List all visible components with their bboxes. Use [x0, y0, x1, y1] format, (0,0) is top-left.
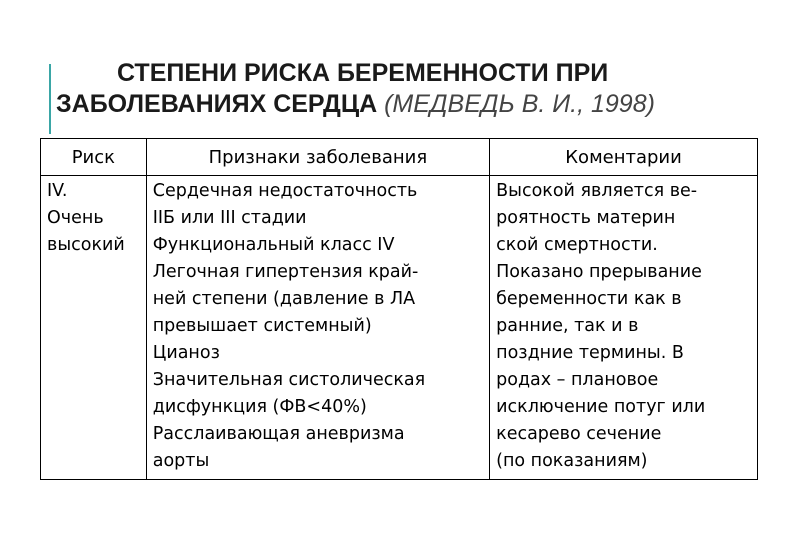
comment-line: Показано прерывание [496, 262, 702, 282]
signs-cell [146, 176, 489, 480]
header-risk: Риск [41, 139, 147, 176]
sign-line: Легочная гипертензия край- [152, 262, 419, 282]
comment-line: ской смертности. [496, 235, 658, 255]
sign-line: Расслаивающая аневризма [152, 424, 405, 444]
comment-line: кесарево сечение [496, 424, 662, 444]
risk-line: Очень [47, 208, 104, 228]
sign-line: Цианоз [152, 343, 220, 363]
comment-line: беременности как в [496, 289, 682, 309]
sign-line: аорты [152, 451, 210, 471]
sign-line: Функциональный класс IV [152, 235, 395, 255]
comment-line: роятность материн [496, 208, 676, 228]
comment-line: (по показаниям) [496, 451, 648, 471]
title-line-1: СТЕПЕНИ РИСКА БЕРЕМЕННОСТИ ПРИ [117, 59, 609, 87]
sign-line: ней степени (давление в ЛА [152, 289, 416, 309]
risk-table [40, 138, 758, 480]
comment-line: поздние термины. В [496, 343, 684, 363]
risk-line: высокий [47, 235, 125, 255]
table-row [41, 176, 758, 480]
table-header-row [41, 139, 758, 176]
sign-line: Сердечная недостаточность [152, 181, 418, 201]
comment-line: Высокой является ве- [496, 181, 698, 201]
risk-line: IV. [47, 181, 68, 201]
title-line-2 [56, 89, 776, 120]
comments-cell [490, 176, 758, 480]
sign-line: Значительная систолическая [152, 370, 426, 390]
risk-cell [41, 176, 147, 480]
sign-line: превышает системный) [152, 316, 372, 336]
header-comments: Коментарии [490, 139, 758, 176]
comment-line: родах – плановое [496, 370, 659, 390]
page-title [56, 58, 776, 120]
header-signs: Признаки заболевания [146, 139, 489, 176]
title-citation: (МЕДВЕДЬ В. И., 1998) [384, 90, 655, 118]
comment-line: ранние, так и в [496, 316, 639, 336]
comment-line: исключение потуг или [496, 397, 706, 417]
accent-line [49, 64, 51, 134]
sign-line: IIБ или III стадии [152, 208, 307, 228]
title-main: ЗАБОЛЕВАНИЯХ СЕРДЦА [56, 90, 378, 118]
sign-line: дисфункция (ФВ<40%) [152, 397, 367, 417]
